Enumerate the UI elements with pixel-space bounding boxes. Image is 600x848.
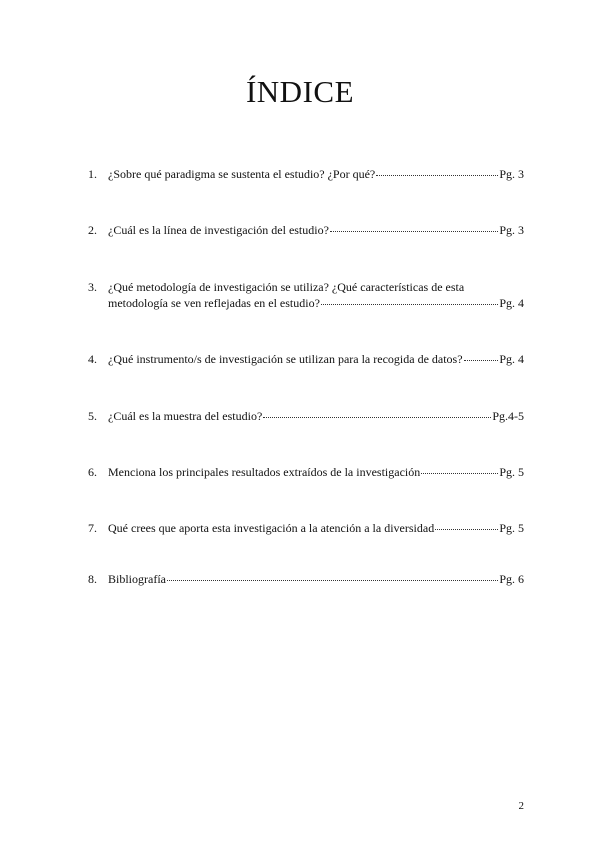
dot-leader [376, 165, 498, 176]
toc-entry-5[interactable] [88, 408, 524, 424]
toc-entry-text: Menciona los principales resultados extraídos de la investigación [108, 465, 421, 479]
page-title: ÍNDICE [245, 74, 355, 109]
toc-entry-number: 3. [88, 280, 97, 294]
toc-entry-text: ¿Sobre qué paradigma se sustenta el estudio? ¿Por qué? [108, 167, 376, 181]
toc-entry-text: ¿Qué metodología de investigación se utiliza? ¿Qué características de esta [108, 280, 465, 294]
toc-entry-text: Qué crees que aporta esta investigación a la atención a la diversidad [108, 521, 435, 535]
toc-entry-page: Pg. 3 [499, 167, 524, 181]
toc-entry-number: 7. [88, 521, 97, 535]
toc-entry-number: 5. [88, 409, 97, 423]
dot-leader [321, 294, 498, 305]
toc-entry-2[interactable] [88, 222, 524, 238]
toc-entry-page: Pg. 3 [499, 223, 524, 237]
dot-leader [421, 463, 498, 474]
toc-entry-page: Pg. 4 [499, 352, 524, 366]
toc-entry-text: ¿Qué instrumento/s de investigación se utilizan para la recogida de datos? [108, 352, 463, 366]
dot-leader [330, 221, 498, 232]
toc-entry-text: Bibliografía [108, 572, 166, 586]
dot-leader [167, 570, 498, 581]
toc-entry-text: ¿Cuál es la muestra del estudio? [108, 409, 263, 423]
toc-entry-4[interactable] [88, 351, 524, 367]
dot-leader [435, 519, 498, 530]
toc-entry-number: 1. [88, 167, 97, 181]
toc-entry-text: ¿Cuál es la línea de investigación del estudio? [108, 223, 329, 237]
toc-entry-number: 4. [88, 352, 97, 366]
toc-entry-number: 6. [88, 465, 97, 479]
toc-entry-6[interactable] [88, 464, 524, 480]
toc-entry-1[interactable] [88, 166, 524, 182]
dot-leader [464, 350, 499, 361]
toc-entry-page: Pg. 5 [499, 521, 524, 535]
toc-entry-number: 8. [88, 572, 97, 586]
toc-entry-3[interactable] [88, 279, 524, 311]
toc-entry-page: Pg. 5 [499, 465, 524, 479]
dot-leader [263, 407, 491, 418]
page-number: 2 [518, 800, 524, 812]
toc-entry-7[interactable] [88, 520, 524, 536]
toc-entry-page: Pg.4-5 [492, 409, 524, 423]
toc-entry-text: metodología se ven reflejadas en el estudio? [108, 296, 320, 310]
toc-entry-8[interactable] [88, 571, 524, 587]
toc-entry-page: Pg. 6 [499, 572, 524, 586]
toc-entry-number: 2. [88, 223, 97, 237]
toc-entry-page: Pg. 4 [499, 296, 524, 310]
